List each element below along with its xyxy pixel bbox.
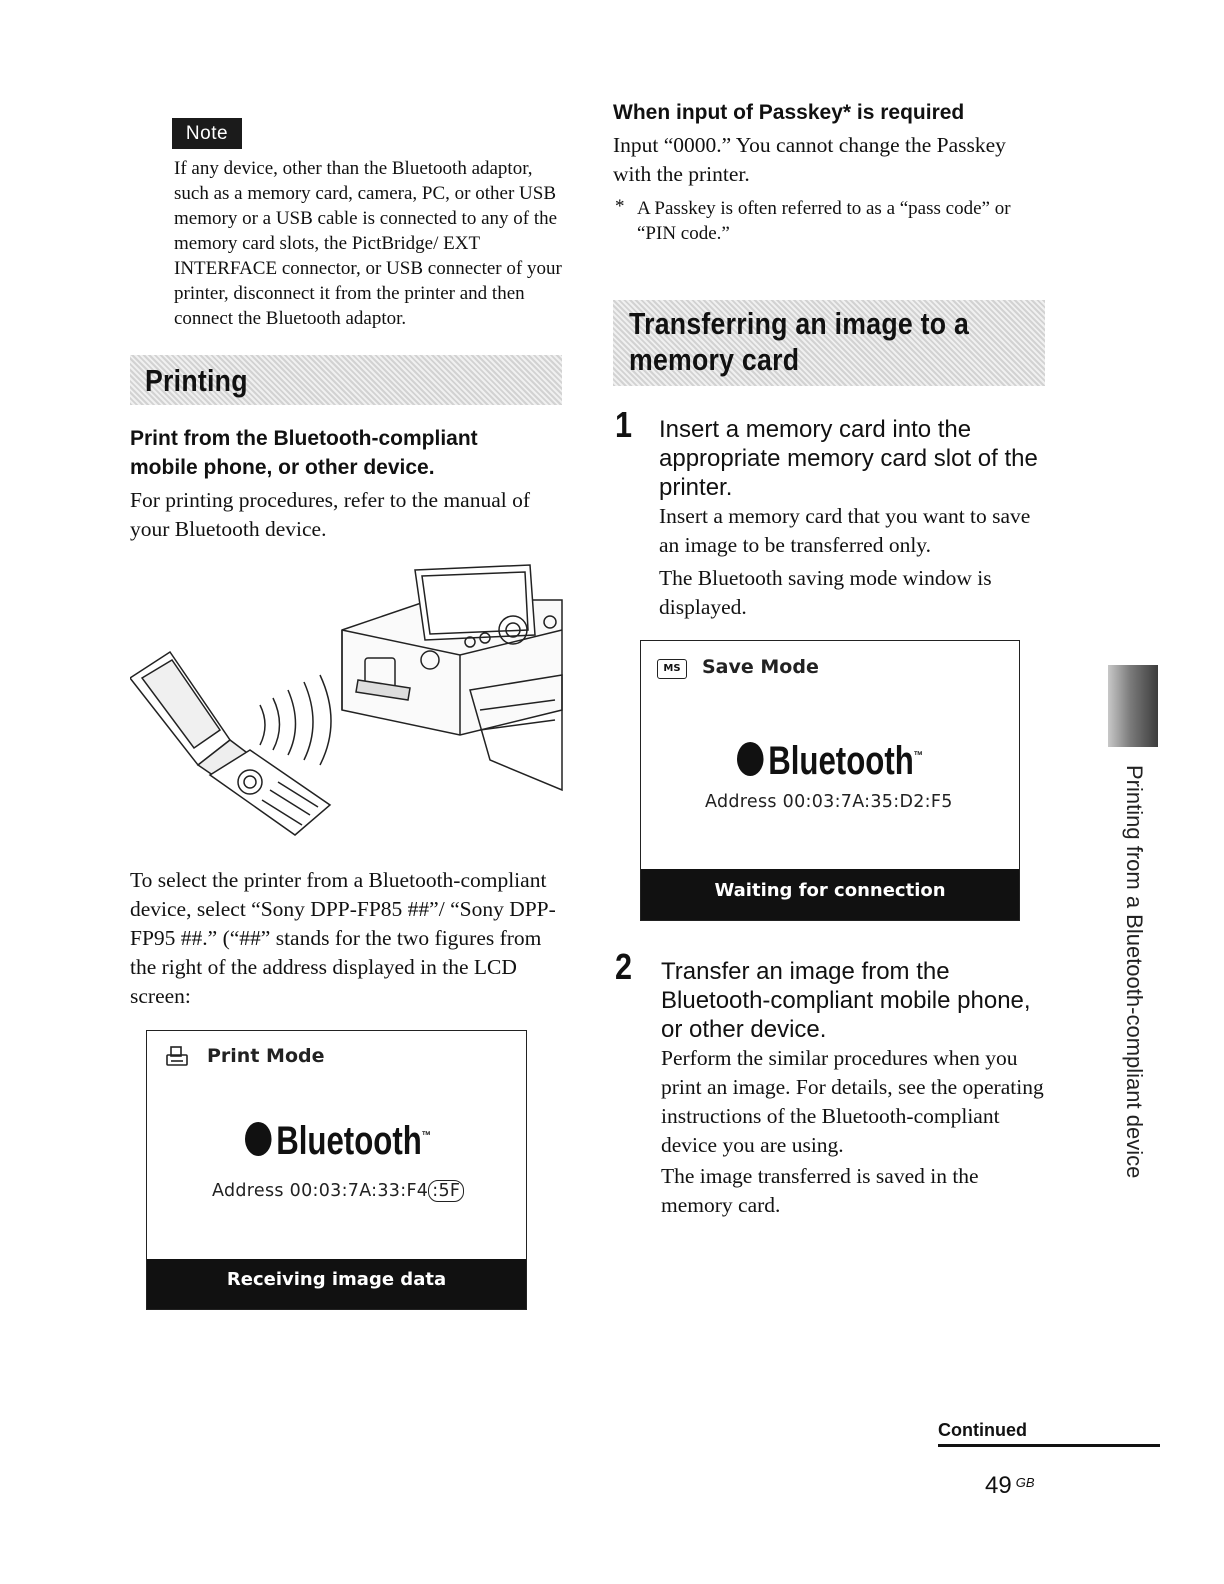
bluetooth-icon	[245, 1122, 272, 1156]
printing-banner	[130, 355, 562, 405]
step-2-body2: The image transferred is saved in the memory card.	[661, 1164, 979, 1217]
bluetooth-icon	[737, 742, 764, 776]
side-tab-marker	[1108, 665, 1158, 747]
printing-subheading: Print from the Bluetooth-compliant mobile phone, or other device.	[130, 427, 478, 479]
printing-intro: For printing procedures, refer to the manual of your Bluetooth device.	[130, 488, 531, 541]
print-address-prefix: Address 00:03:7A:33:F4	[212, 1181, 429, 1201]
print-address-highlight: :5F	[428, 1180, 464, 1202]
step-1-body2: The Bluetooth saving mode window is displayed.	[659, 566, 992, 619]
continued-label: Continued	[938, 1420, 1027, 1440]
print-mode-label: Print Mode	[207, 1045, 325, 1067]
save-bluetooth-logo: Bluetooth™	[737, 739, 923, 784]
step-1-number: 1	[615, 404, 633, 445]
passkey-heading: When input of Passkey* is required	[613, 101, 965, 124]
phone-printer-illustration	[130, 560, 565, 840]
print-bluetooth-logo: Bluetooth™	[245, 1119, 431, 1164]
print-status-bar: Receiving image data	[147, 1259, 526, 1309]
note-text: If any device, other than the Bluetooth adaptor, such as a memory card, camera, PC, or other USB memory or a USB cable is connected to any of the memory card slots, the PictBridge/ EXT INTERFACE connector, or USB connecter of your printer, disconnect it from the printer and then connect the Bluetooth adaptor.	[174, 158, 562, 329]
print-address	[212, 1181, 464, 1201]
page-number-value: 49	[985, 1472, 1012, 1499]
side-tab-text: Printing from a Bluetooth-compliant device	[1122, 765, 1147, 1179]
note-badge: Note	[172, 118, 242, 149]
passkey-footnote-mark: *	[615, 196, 625, 217]
step-2-number: 2	[615, 946, 633, 987]
step-1-title: Insert a memory card into the appropriate memory card slot of the printer.	[659, 416, 1038, 501]
save-mode-lcd	[640, 640, 1020, 921]
memory-stick-icon	[657, 659, 687, 679]
printer-icon	[165, 1045, 189, 1069]
save-status-bar: Waiting for connection	[641, 869, 1019, 920]
step-2-title: Transfer an image from the Bluetooth-compliant mobile phone, or other device.	[661, 958, 1031, 1043]
print-mode-lcd	[146, 1030, 527, 1310]
page-number	[985, 1472, 1035, 1500]
page-suffix: GB	[1015, 1475, 1035, 1490]
print-bluetooth-brand: Bluetooth	[276, 1119, 422, 1163]
printing-heading: Printing	[145, 363, 248, 398]
transfer-heading-line1: Transferring an image to a	[629, 306, 970, 341]
step-2-body1: Perform the similar procedures when you print an image. For details, see the operating instructions of the Bluetooth-compliant device you are using.	[661, 1046, 1044, 1157]
transfer-banner	[613, 300, 1045, 386]
save-address: Address 00:03:7A:35:D2:F5	[705, 792, 953, 812]
step-1-body1: Insert a memory card that you want to save an image to be transferred only.	[659, 504, 1031, 557]
passkey-text: Input “0000.” You cannot change the Passkey with the printer.	[613, 133, 1006, 186]
continued-rule	[938, 1444, 1160, 1447]
save-mode-label: Save Mode	[702, 656, 819, 678]
passkey-footnote: A Passkey is often referred to as a “pass code” or “PIN code.”	[637, 198, 1011, 244]
memory-stick-icon-label: MS	[663, 663, 681, 674]
printing-select-text: To select the printer from a Bluetooth-compliant device, select “Sony DPP-FP85 ##”/ “Sony DPP-FP95 ##.” (“##” stands for the two figures from the right of the address displayed in the LCD screen:	[130, 868, 556, 1008]
save-bluetooth-brand: Bluetooth	[768, 739, 914, 783]
transfer-heading-line2: memory card	[629, 342, 800, 377]
